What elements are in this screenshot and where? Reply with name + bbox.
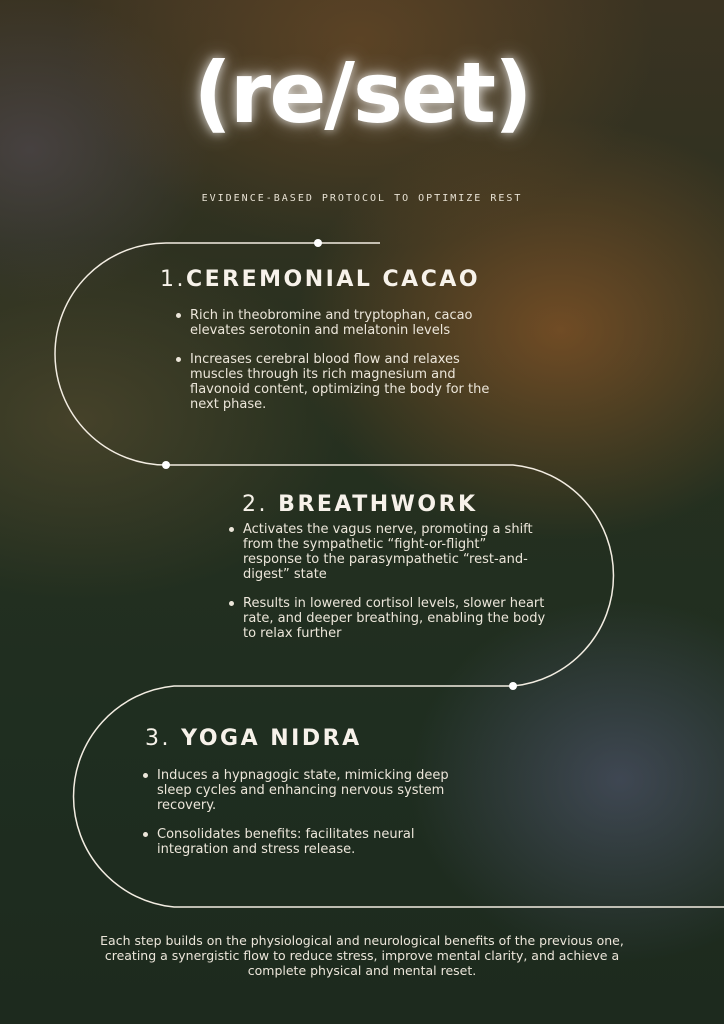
step-3-bullet: Induces a hypnagogic state, mimicking deep sleep cycles and enhancing nervous system recovery. [141, 768, 461, 813]
step-2-title [242, 492, 478, 517]
flow-dot-2 [162, 461, 170, 469]
step-3-number: 3. [145, 726, 171, 751]
step-2-bullets [227, 522, 547, 655]
step-1-title [160, 267, 480, 292]
step-2-bullet: Activates the vagus nerve, promoting a shift from the sympathetic “fight-or-flight” response to the parasympathetic “rest-and-digest” state [227, 522, 547, 582]
footer-summary: Each step builds on the physiological and neurological benefits of the previous one, creating a synergistic flow to reduce stress, improve mental clarity, and achieve a complete physical and mental reset. [100, 933, 624, 978]
step-1-number: 1. [160, 267, 186, 292]
step-3-title [145, 726, 362, 751]
step-1-bullets [174, 308, 514, 426]
step-3-title-text: YOGA NIDRA [181, 726, 362, 751]
step-1-bullet: Rich in theobromine and tryptophan, cacao elevates serotonin and melatonin levels [174, 308, 514, 338]
step-2-title-text: BREATHWORK [278, 492, 478, 517]
step-1-bullet: Increases cerebral blood flow and relaxes muscles through its rich magnesium and flavonoid content, optimizing the body for the next phase. [174, 352, 514, 412]
step-1-title-text: CEREMONIAL CACAO [186, 267, 481, 292]
step-2-number: 2. [242, 492, 268, 517]
logo: (re/set) [193, 44, 531, 142]
flow-dot-1 [314, 239, 322, 247]
step-3-bullet: Consolidates benefits: facilitates neural integration and stress release. [141, 827, 461, 857]
step-3-bullets [141, 768, 461, 871]
flow-dot-3 [509, 682, 517, 690]
step-2-bullet: Results in lowered cortisol levels, slower heart rate, and deeper breathing, enabling the body to relax further [227, 596, 547, 641]
tagline: EVIDENCE-BASED PROTOCOL TO OPTIMIZE REST [201, 193, 523, 204]
